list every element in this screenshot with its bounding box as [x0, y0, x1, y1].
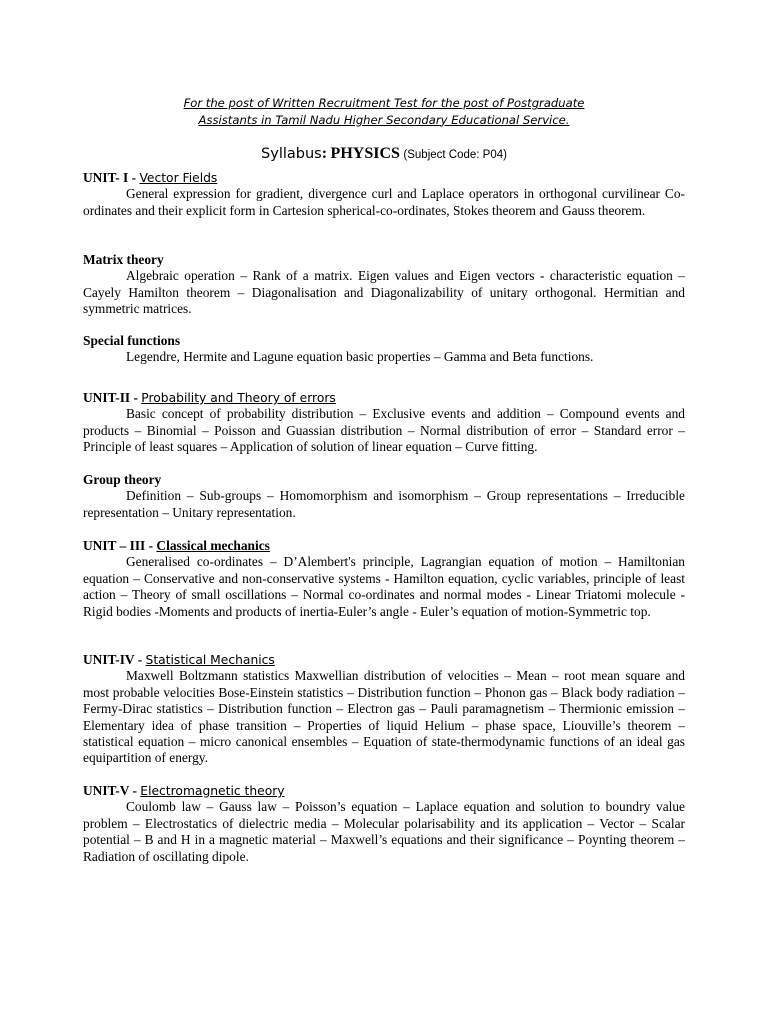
matrix-theory-heading: Matrix theory	[83, 252, 164, 267]
unit-3-heading	[83, 538, 685, 554]
document-header	[0, 95, 768, 128]
unit-1-topic: Vector Fields	[139, 171, 218, 185]
unit-3-topic: Classical mechanics	[156, 538, 270, 553]
unit-2-body: Basic concept of probability distribution – Exclusive events and addition – Compound events and products – Binomial – Poisson and Guassian distribution – Normal distribution of error – Standard error – Principle of least squares – Application of solution of linear equation – Curve fitting.	[83, 406, 685, 455]
unit-1-prefix: UNIT- I -	[83, 170, 140, 185]
unit-2-section	[83, 390, 685, 456]
matrix-theory-section	[83, 252, 685, 318]
special-functions-body: Legendre, Hermite and Lagune equation basic properties – Gamma and Beta functions.	[126, 349, 594, 365]
group-theory-body: Definition – Sub-groups – Homomorphism and isomorphism – Group representations – Irreducible representation – Unitary representation.	[83, 488, 685, 520]
unit-4-body: Maxwell Boltzmann statistics Maxwellian distribution of velocities – Mean – root mean square and most probable velocities Bose-Einstein statistics – Distribution function – Phonon gas – Black body radiation – Fermy-Dirac statistics – Distribution function – Electron gas – Pauli paramagnetism – Thermionic emission – Elementary idea of phase transition – Properties of liquid Helium – phase space, Liouville’s theorem – statistical equation – micro canonical ensembles – Equation of state-thermodynamic functions of an ideal gas equipartition of energy.	[83, 668, 685, 766]
unit-1-body: General expression for gradient, divergence curl and Laplace operators in orthogonal curvilinear Co-ordinates and their explicit form in Cartesion spherical-co-ordinates, Stokes theorem and Gauss theorem.	[83, 186, 685, 218]
special-functions-section	[83, 333, 685, 366]
unit-4-heading	[83, 652, 685, 668]
group-theory-heading: Group theory	[83, 472, 162, 487]
unit-5-heading	[83, 783, 685, 799]
unit-4-prefix: UNIT-IV -	[83, 652, 146, 667]
unit-2-prefix: UNIT-II -	[83, 390, 142, 405]
unit-5-body: Coulomb law – Gauss law – Poisson’s equation – Laplace equation and solution to boundry value problem – Electrostatics of dielectric media – Molecular polarisability and its application – Vector – Scalar potential – B and H in a magnetic material – Maxwell’s equations and their significance – Poynting theorem – Radiation of oscillating dipole.	[83, 799, 685, 864]
syllabus-label: Syllabus	[261, 146, 322, 162]
subject-code: (Subject Code: P04)	[403, 149, 507, 161]
unit-1-section	[83, 170, 685, 219]
special-functions-heading: Special functions	[83, 333, 181, 348]
header-line-2: Assistants in Tamil Nadu Higher Secondary Educational Service.	[198, 112, 570, 127]
unit-4-section	[83, 652, 685, 767]
group-theory-section	[83, 472, 685, 521]
unit-3-section	[83, 538, 685, 620]
syllabus-title	[0, 144, 768, 165]
unit-5-prefix: UNIT-V -	[83, 783, 141, 798]
unit-5-section	[83, 783, 685, 865]
syllabus-colon: :	[321, 145, 328, 162]
unit-3-body: Generalised co-ordinates – D’Alembert's principle, Lagrangian equation of motion – Hamiltonian equation – Conservative and non-conservative systems - Hamilton equation, cyclic variables, principle of least action – Theory of small oscillations – Normal co-ordinates and normal modes - Linear Triatomi molecule - Rigid bodies -Moments and products of inertia-Euler’s angle - Euler’s equation of motion-Symmetric top.	[83, 554, 685, 619]
unit-5-topic: Electromagnetic theory	[140, 784, 285, 798]
matrix-theory-body: Algebraic operation – Rank of a matrix. Eigen values and Eigen vectors - characteristic equation – Cayely Hamilton theorem – Diagonalisation and Diagonalizability of unitary orthogonal. Hermitian and symmetric matrices.	[83, 268, 685, 317]
unit-4-topic: Statistical Mechanics	[145, 653, 275, 667]
unit-3-prefix: UNIT – III -	[83, 538, 157, 553]
unit-1-heading	[83, 170, 685, 186]
unit-2-topic: Probability and Theory of errors	[141, 391, 336, 405]
unit-2-heading	[83, 390, 685, 406]
subject-name: PHYSICS	[330, 145, 400, 162]
header-line-1: For the post of Written Recruitment Test for the post of Postgraduate	[183, 96, 585, 110]
